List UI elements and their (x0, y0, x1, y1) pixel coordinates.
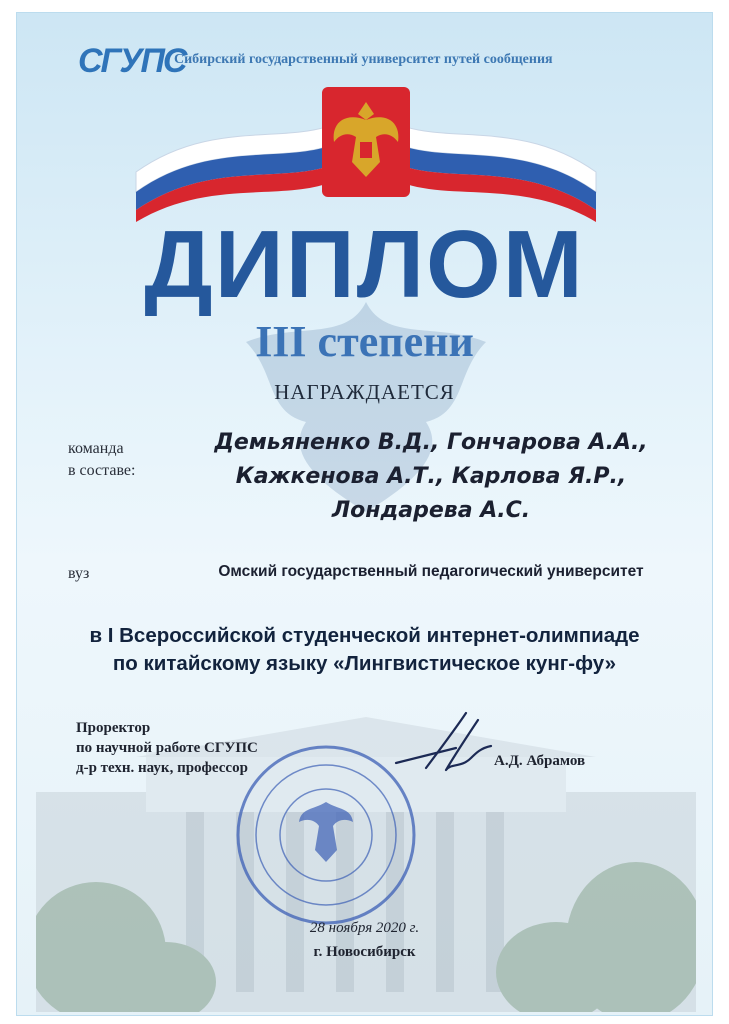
issue-date: 28 ноября 2020 г. (309, 920, 420, 936)
signatory-title-line1: Проректор (76, 720, 151, 736)
team-label-line1: команда (68, 440, 124, 457)
diploma-degree: III степени (255, 317, 474, 366)
awarded-label: НАГРАЖДАЕТСЯ (274, 380, 455, 404)
institution-name: Сибирский государственный университет путей сообщения (174, 52, 553, 67)
team-member-line-1: Демьяненко В.Д., Гончарова А.А., (214, 430, 648, 455)
team-label (68, 438, 135, 482)
signatory-title-line2: по научной работе СГУПС (76, 740, 258, 756)
signatory-name: А.Д. Абрамов (494, 753, 586, 769)
team-member-line-2: Кажкенова А.Т., Карлова Я.Р., (235, 464, 627, 489)
university-name: Омский государственный педагогический университет (218, 563, 644, 580)
sgups-logo: СГУПС (78, 42, 186, 80)
olympiad-line-2: по китайскому языку «Лингвистическое кунг-фу» (112, 652, 617, 675)
diploma-title: ДИПЛОМ (144, 211, 585, 318)
team-label-line2: в составе: (68, 462, 136, 479)
signatory-title-line3: д-р техн. наук, профессор (76, 760, 248, 776)
university-label: вуз (68, 565, 90, 582)
flag-ribbon-icon (126, 82, 606, 222)
diploma-sheet (16, 12, 713, 1016)
issue-city: г. Новосибирск (313, 944, 416, 960)
official-stamp-icon (231, 740, 421, 930)
team-member-line-3: Лондарева А.С. (331, 498, 531, 523)
olympiad-line-1: в I Всероссийской студенческой интернет-олимпиаде (89, 624, 640, 647)
